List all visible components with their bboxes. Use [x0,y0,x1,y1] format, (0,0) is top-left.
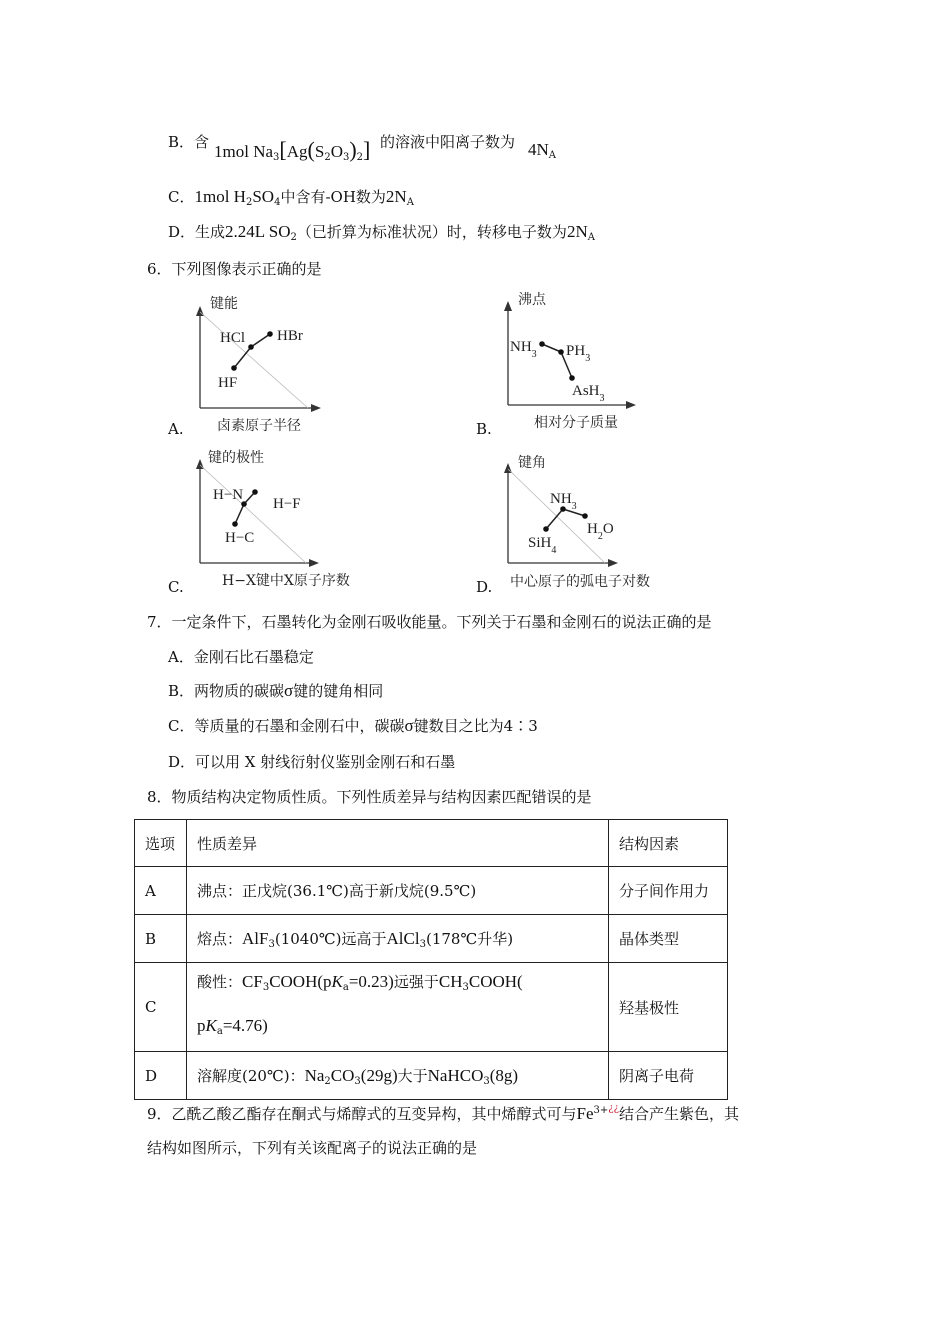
label-hcl: HCl [220,330,246,346]
q9-line2: 结构如图所示，下列有关该配离子的说法正确的是 [147,1139,478,1157]
label-sih4: SiH$_4$ [528,535,557,556]
label-nh3: $NH_3$ [510,339,537,360]
q5-option-b: B．含 [168,133,210,151]
x-axis-label: 卤素原子半径 [217,418,301,434]
point-hf [252,489,258,495]
header-factor: 结构因素 [609,820,728,867]
point-hcl [248,344,254,350]
q7-option-b: B．两物质的碳碳σ键的键角相同 [168,681,384,700]
point-hf [231,365,237,371]
y-axis-label: 键角 [518,455,546,471]
x-axis-label: 相对分子质量 [534,415,618,431]
y-axis-label: 键能 [210,296,238,312]
q9-line1: 9．乙酰乙酸乙酯存在酮式与烯醇式的互变异构，其中烯醇式可与$Fe^{3+¿¿}$结合产生紫色，其 [147,1103,740,1123]
q6-graph-d [490,447,680,592]
q5-option-c: C．1mol $H_2SO_4$中含有-OH数为$2N_A$ [168,187,414,208]
q5-option-b-tail: 的溶液中阳离子数为 [380,133,516,151]
q7-option-a: A．金刚石比石墨稳定 [168,648,314,666]
q7-stem: 7．一定条件下，石墨转化为金刚石吸收能量。下列关于石墨和金刚石的说法正确的是 [147,613,712,631]
y-axis-label: 键的极性 [208,450,264,466]
table-row: B 熔点：AlF$_3$(1040℃)远高于AlCl$_3$(178℃升华) 晶体类型 [135,915,728,963]
label-hn: H−N [213,487,244,503]
point-hc [232,521,238,527]
q5-option-b-answer: $4N_A$ [528,140,557,161]
table-row: A 沸点：正戊烷(36.1℃)高于新戊烷(9.5℃) 分子间作用力 [135,867,728,915]
q6-graph-c [180,447,370,592]
label-ash3: AsH$_3$ [572,383,605,404]
q7-option-d: D．可以用 X 射线衍射仪鉴别金刚石和石墨 [168,753,456,771]
q5-option-d: D．生成2.24L $SO_2$（已折算为标准状况）时，转移电子数为$2N_A$ [168,222,595,243]
point-ph3 [558,349,564,355]
label-h2o: $H_2O$ [587,521,614,542]
q7-option-c: C．等质量的石墨和金刚石中，碳碳σ键数目之比为4∶3 [168,716,538,735]
label-hf: H−F [273,496,301,512]
diagonal-guide [200,312,308,408]
q9-ion-mark: ¿¿ [608,1103,620,1114]
label-hc: H−C [225,530,255,546]
q6-option-d-label: D. [476,578,493,596]
q6-graph-b [490,285,640,430]
x-axis-label: 中心原子的弧电子对数 [510,574,650,590]
q6-option-a-label: A. [168,420,184,438]
label-hbr: HBr [277,328,303,344]
x-axis-label: H−X键中X原子序数 [222,573,350,589]
x-axis-arrow [311,404,321,412]
header-option: 选项 [135,820,187,867]
q6-option-b-label: B. [476,420,492,438]
q8-table [134,819,728,1100]
label-nh3: $NH_3$ [550,491,577,512]
y-axis-label: 沸点 [518,292,546,308]
point-nh3 [560,506,566,512]
table-row: D 溶解度(20℃)：$Na_2CO_3(29g)$大于NaHCO$_3$(8g) 阴离子电荷 [135,1052,728,1100]
q8-stem: 8．物质结构决定物质性质。下列性质差异与结构因素匹配错误的是 [147,788,592,806]
point-nh3 [539,341,545,347]
point-ash3 [569,375,575,381]
q6-stem: 6．下列图像表示正确的是 [147,260,322,278]
header-property: 性质差异 [187,820,609,867]
label-ph3: $PH_3$ [566,343,591,364]
q6-option-c-label: C. [168,578,184,596]
q5-option-b-formula: 1mol $Na_3[Ag(S_2O_3)_2]$ [214,137,371,163]
q6-graph-a [180,290,320,435]
table-row: C 酸性：$CF_3COOH(pK_a=0.23)$远强于$CH_3COOH$( $pK_a=4.76$) 羟基极性 [135,963,728,1052]
label-hf: HF [218,375,238,391]
table-header-row [135,820,728,867]
point-h2o [582,513,588,519]
point-hbr [267,331,273,337]
line-hcl-hbr [251,334,270,347]
point-sih4 [543,526,549,532]
